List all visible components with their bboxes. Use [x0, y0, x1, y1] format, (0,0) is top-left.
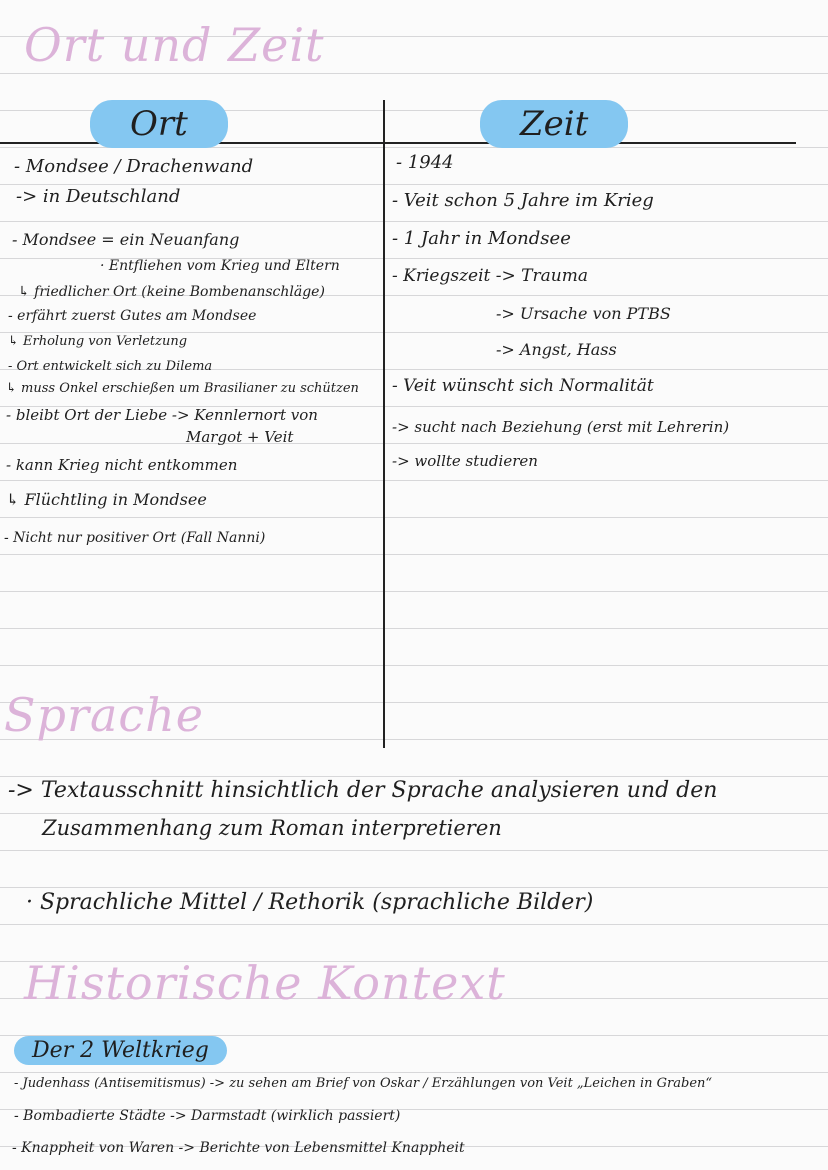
zeit-line: - Kriegszeit -> Trauma [392, 266, 588, 286]
sprache-line: -> Textausschnitt hinsichtlich der Sprache analysieren und den [8, 778, 718, 803]
zeit-line: -> sucht nach Beziehung (erst mit Lehrerin) [392, 418, 730, 436]
zeit-line: - Veit schon 5 Jahre im Krieg [392, 190, 654, 211]
zeit-line: - 1 Jahr in Mondsee [392, 228, 571, 249]
sprache-line: Zusammenhang zum Roman interpretieren [42, 816, 502, 840]
column-divider [383, 100, 385, 748]
ort-line: - erfährt zuerst Gutes am Mondsee [8, 308, 257, 324]
ort-line: ↳ Erholung von Verletzung [8, 334, 188, 349]
sprache-title: Sprache [4, 688, 204, 742]
kontext-title: Historische Kontext [24, 956, 506, 1010]
zeit-line: -> Ursache von PTBS [496, 304, 671, 323]
zeit-line: - 1944 [396, 152, 454, 173]
ort-line: - kann Krieg nicht entkommen [6, 456, 238, 474]
ort-line: Margot + Veit [186, 428, 294, 446]
page-title: Ort und Zeit [24, 18, 325, 72]
kontext-line: - Bombadierte Städte -> Darmstadt (wirklich passiert) [14, 1108, 401, 1124]
zeit-line: -> Angst, Hass [496, 340, 617, 359]
ort-line: ↳ muss Onkel erschießen um Brasilianer zu schützen [6, 381, 359, 396]
kontext-line: - Judenhass (Antisemitismus) -> zu sehen am Brief von Oskar / Erzählungen von Veit „Leichen in Graben“ [14, 1076, 713, 1091]
ort-line: - Ort entwickelt sich zu Dilema [8, 359, 213, 374]
ort-line: - Nicht nur positiver Ort (Fall Nanni) [4, 530, 266, 546]
sprache-line: · Sprachliche Mittel / Rethorik (sprachliche Bilder) [26, 890, 594, 915]
ort-line: - Mondsee / Drachenwand [14, 156, 254, 177]
ort-line: ↳ Flüchtling in Mondsee [6, 490, 207, 509]
zeit-line: -> wollte studieren [392, 452, 538, 470]
ort-line: · Entfliehen vom Krieg und Eltern [100, 258, 340, 274]
ort-line: - bleibt Ort der Liebe -> Kennlernort von [6, 406, 318, 424]
ort-line: -> in Deutschland [16, 186, 181, 207]
kontext-line: - Knappheit von Waren -> Berichte von Lebensmittel Knappheit [12, 1140, 465, 1156]
ort-line: - Mondsee = ein Neuanfang [12, 230, 240, 249]
ort-line: ↳ friedlicher Ort (keine Bombenanschläge) [18, 284, 325, 300]
zeit-header: Zeit [480, 100, 628, 148]
kontext-subheader: Der 2 Weltkrieg [14, 1036, 227, 1065]
zeit-line: - Veit wünscht sich Normalität [392, 376, 654, 396]
ort-header: Ort [90, 100, 228, 148]
